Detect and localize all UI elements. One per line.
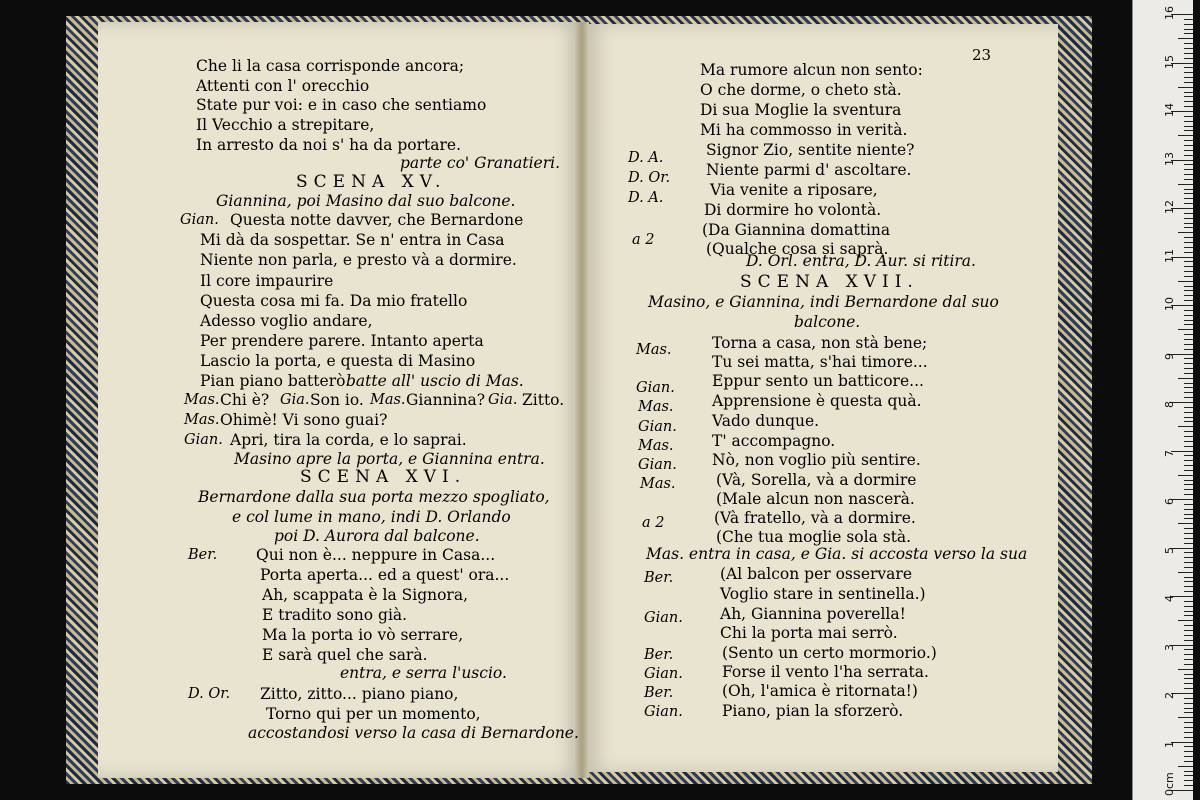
- ruler-tick: [1178, 184, 1193, 185]
- ruler-tick: [1184, 320, 1193, 321]
- ruler-tick: [1184, 737, 1193, 738]
- ruler-tick: [1184, 606, 1193, 607]
- ruler-tick: [1178, 426, 1193, 427]
- text-line: Zitto, zitto... piano piano,: [260, 685, 459, 703]
- ruler-tick: [1178, 38, 1193, 39]
- ruler-tick: [1184, 218, 1193, 219]
- ruler-tick: [1184, 19, 1193, 20]
- speaker-label: a 2: [642, 515, 665, 531]
- text-line: E tradito sono già.: [262, 606, 408, 624]
- ruler-tick: [1184, 334, 1193, 335]
- ruler-tick: [1184, 775, 1193, 776]
- text-line: (Che tua moglie sola stà.: [716, 528, 912, 546]
- ruler-tick: [1184, 121, 1193, 122]
- ruler-label: 10: [1163, 297, 1176, 311]
- ruler-tick: [1184, 465, 1193, 466]
- ruler-tick: [1184, 43, 1193, 44]
- ruler-tick: [1184, 591, 1193, 592]
- ruler-tick: [1184, 189, 1193, 190]
- ruler-tick: [1184, 625, 1193, 626]
- text-line: (Al balcon per osservare: [720, 565, 913, 583]
- text-line: Tu sei matta, s'hai timore...: [712, 353, 928, 371]
- ruler-tick: [1184, 455, 1193, 456]
- speaker-label: D. A.: [628, 150, 664, 166]
- ruler-tick: [1184, 421, 1193, 422]
- speaker-label: D. A.: [628, 190, 664, 206]
- ruler-tick: [1184, 223, 1193, 224]
- ruler-tick: [1184, 198, 1193, 199]
- text-line: Attenti con l' orecchio: [196, 77, 370, 95]
- text-line: O che dorme, o cheto stà.: [700, 81, 902, 99]
- ruler-tick: [1184, 417, 1193, 418]
- text-line: Che li la casa corrisponde ancora;: [196, 57, 465, 75]
- ruler-tick: [1184, 441, 1193, 442]
- measurement-ruler: [1132, 0, 1193, 800]
- speaker-label: Gia.: [488, 392, 518, 408]
- ruler-tick: [1184, 586, 1193, 587]
- text-line: (Và, Sorella, và a dormire: [716, 471, 917, 489]
- ruler-tick: [1184, 368, 1193, 369]
- text-line: T' accompagno.: [712, 432, 836, 450]
- ruler-tick: [1184, 344, 1193, 345]
- text-line: Via venite a riposare,: [710, 181, 878, 199]
- ruler-tick: [1184, 698, 1193, 699]
- speaker-label: a 2: [632, 232, 655, 248]
- text-line: (Sento un certo mormorio.): [722, 644, 937, 662]
- ruler-label: 14: [1163, 103, 1176, 117]
- ruler-tick: [1178, 669, 1193, 670]
- ruler-label: 3: [1163, 643, 1176, 651]
- speaker-label: Gian.: [184, 432, 223, 448]
- ruler-tick: [1184, 227, 1193, 228]
- text-line: State pur voi: e in caso che sentiamo: [196, 96, 487, 114]
- ruler-tick: [1184, 732, 1193, 733]
- ruler-tick: [1184, 339, 1193, 340]
- speaker-label: Mas.: [184, 412, 220, 428]
- speaker-label: Gia.: [280, 392, 310, 408]
- speaker-label: Gian.: [644, 610, 683, 626]
- text-line: Chi la porta mai serrò.: [720, 624, 898, 642]
- ruler-tick: [1184, 514, 1193, 515]
- ruler-tick: [1184, 349, 1193, 350]
- ruler-tick: [1184, 145, 1193, 146]
- ruler-tick: [1184, 727, 1193, 728]
- text-line: Niente non parla, e presto và a dormire.: [200, 251, 517, 269]
- ruler-tick: [1184, 247, 1193, 248]
- speaker-label: Ber.: [644, 647, 674, 663]
- ruler-tick: [1184, 261, 1193, 262]
- text-line: Eppur sento un batticore...: [712, 372, 924, 390]
- ruler-tick: [1184, 528, 1193, 529]
- ruler-tick: [1184, 581, 1193, 582]
- ruler-tick: [1184, 601, 1193, 602]
- text-line: D. Orl. entra, D. Aur. si ritira.: [746, 252, 976, 270]
- speaker-label: Gian.: [638, 457, 677, 473]
- text-line: parte co' Granatieri.: [400, 154, 561, 172]
- ruler-tick: [1184, 785, 1193, 786]
- ruler-label: 9: [1163, 352, 1176, 360]
- text-line: Giannina?: [406, 391, 486, 409]
- ruler-tick: [1184, 29, 1193, 30]
- ruler-tick: [1184, 67, 1193, 68]
- ruler-tick: [1178, 766, 1193, 767]
- ruler-tick: [1184, 179, 1193, 180]
- speaker-label: D. Or.: [188, 686, 231, 702]
- speaker-label: Ber.: [644, 570, 674, 586]
- ruler-tick: [1184, 174, 1193, 175]
- text-line: Il core impaurire: [200, 272, 334, 290]
- text-line: Il Vecchio a strepitare,: [196, 116, 375, 134]
- ruler-tick: [1184, 722, 1193, 723]
- ruler-label: 2: [1163, 692, 1176, 699]
- ruler-tick: [1178, 475, 1193, 476]
- ruler-label: 12: [1163, 200, 1176, 214]
- ruler-tick: [1184, 363, 1193, 364]
- text-line: Pian piano batterò.: [200, 372, 351, 390]
- ruler-tick: [1184, 106, 1193, 107]
- text-line: Masino, e Giannina, indi Bernardone dal suo: [648, 293, 999, 311]
- ruler-tick: [1184, 126, 1193, 127]
- ruler-tick: [1184, 751, 1193, 752]
- ruler-label: 5: [1163, 546, 1176, 554]
- ruler-tick: [1184, 771, 1193, 772]
- ruler-tick: [1184, 242, 1193, 243]
- ruler-tick: [1184, 397, 1193, 398]
- ruler-tick: [1184, 630, 1193, 631]
- ruler-tick: [1184, 504, 1193, 505]
- text-line: SCENA XVII.: [740, 272, 919, 292]
- text-line: (Oh, l'amica è ritornata!): [722, 682, 918, 700]
- speaker-label: Gian.: [180, 212, 219, 228]
- ruler-tick: [1184, 58, 1193, 59]
- ruler-tick: [1184, 315, 1193, 316]
- ruler-tick: [1184, 756, 1193, 757]
- ruler-tick: [1184, 470, 1193, 471]
- ruler-tick: [1184, 358, 1193, 359]
- ruler-tick: [1184, 640, 1193, 641]
- speaker-label: Gian.: [644, 704, 683, 720]
- text-line: Lascio la porta, e questa di Masino: [200, 352, 476, 370]
- text-line: In arresto da noi s' ha da portare.: [196, 136, 462, 154]
- ruler-tick: [1184, 538, 1193, 539]
- ruler-tick: [1184, 373, 1193, 374]
- ruler-tick: [1184, 484, 1193, 485]
- text-line: (Da Giannina domattina: [702, 221, 891, 239]
- ruler-tick: [1184, 436, 1193, 437]
- ruler-tick: [1184, 712, 1193, 713]
- ruler-label: 6: [1163, 498, 1176, 505]
- ruler-tick: [1184, 72, 1193, 73]
- text-line: entra, e serra l'uscio.: [340, 664, 507, 682]
- ruler-label: 8: [1163, 401, 1176, 408]
- text-line: Chi è?: [220, 391, 270, 409]
- ruler-tick: [1184, 708, 1193, 709]
- text-line: Qui non è... neppure in Casa...: [256, 546, 496, 564]
- ruler-tick: [1184, 703, 1193, 704]
- ruler-tick: [1184, 101, 1193, 102]
- text-line: Ah, Giannina poverella!: [720, 605, 906, 623]
- text-line: Mas. entra in casa, e Gia. si accosta verso la sua: [646, 545, 1028, 563]
- ruler-tick: [1184, 611, 1193, 612]
- ruler-tick: [1184, 155, 1193, 156]
- ruler-tick: [1184, 286, 1193, 287]
- text-line: Piano, pian la sforzerò.: [722, 702, 904, 720]
- text-line: Zitto.: [522, 391, 565, 409]
- text-line: accostandosi verso la casa di Bernardone.: [248, 724, 579, 742]
- speaker-label: D. Or.: [628, 170, 671, 186]
- ruler-tick: [1184, 271, 1193, 272]
- ruler-label: 13: [1163, 151, 1176, 166]
- text-line: Nò, non voglio più sentire.: [712, 451, 921, 469]
- ruler-tick: [1184, 678, 1193, 679]
- ruler-tick: [1184, 407, 1193, 408]
- speaker-label: Gian.: [636, 380, 675, 396]
- ruler-tick: [1184, 562, 1193, 563]
- speaker-label: Mas.: [636, 342, 672, 358]
- ruler-tick: [1184, 688, 1193, 689]
- text-line: SCENA XV.: [296, 172, 447, 192]
- ruler-tick: [1178, 135, 1193, 136]
- ruler-tick: [1184, 169, 1193, 170]
- speaker-label: Mas.: [184, 392, 220, 408]
- ruler-tick: [1184, 150, 1193, 151]
- text-line: E sarà quel che sarà.: [262, 646, 428, 664]
- ruler-tick: [1184, 53, 1193, 54]
- text-line: Mi ha commosso in verità.: [700, 121, 908, 139]
- text-line: Di sua Moglie la sventura: [700, 101, 902, 119]
- text-line: Giannina, poi Masino dal suo balcone.: [216, 192, 516, 210]
- ruler-tick: [1184, 635, 1193, 636]
- text-line: (Và fratello, và a dormire.: [714, 509, 916, 527]
- ruler-tick: [1178, 523, 1193, 524]
- ruler-tick: [1184, 664, 1193, 665]
- text-line: Forse il vento l'ha serrata.: [722, 663, 929, 681]
- ruler-tick: [1184, 140, 1193, 141]
- ruler-tick: [1184, 300, 1193, 301]
- text-line: Bernardone dalla sua porta mezzo spogliato,: [198, 488, 550, 506]
- ruler-tick: [1178, 281, 1193, 282]
- ruler-tick: [1178, 378, 1193, 379]
- ruler-tick: [1184, 130, 1193, 131]
- speaker-label: Mas.: [370, 392, 406, 408]
- ruler-tick: [1184, 761, 1193, 762]
- text-line: SCENA XVI.: [300, 467, 467, 487]
- text-line: Questa cosa mi fa. Da mio fratello: [200, 292, 468, 310]
- ruler-label: 1: [1163, 740, 1176, 748]
- text-line: Ah, scappata è la Signora,: [262, 586, 469, 604]
- ruler-tick: [1184, 213, 1193, 214]
- ruler-tick: [1184, 295, 1193, 296]
- ruler-label: 11: [1163, 248, 1176, 263]
- ruler-tick: [1184, 460, 1193, 461]
- ruler-tick: [1184, 480, 1193, 481]
- ruler-tick: [1184, 567, 1193, 568]
- text-line: Son io.: [310, 391, 364, 409]
- ruler-tick: [1184, 509, 1193, 510]
- text-line: balcone.: [794, 313, 861, 331]
- speaker-label: Gian.: [644, 666, 683, 682]
- ruler-tick: [1178, 329, 1193, 330]
- text-line: poi D. Aurora dal balcone.: [274, 527, 480, 545]
- ruler-label: 4: [1163, 595, 1176, 602]
- ruler-tick: [1178, 717, 1193, 718]
- ruler-tick: [1184, 518, 1193, 519]
- ruler-tick: [1184, 266, 1193, 267]
- ruler-tick: [1184, 324, 1193, 325]
- text-line: (Male alcun non nascerà.: [716, 490, 915, 508]
- text-line: batte all' uscio di Mas.: [346, 372, 524, 390]
- text-line: Ohimè! Vi sono guai?: [220, 411, 388, 429]
- ruler-label: 7: [1163, 449, 1176, 457]
- text-line: Porta aperta... ed a quest' ora...: [260, 566, 510, 584]
- text-line: Torno qui per un momento,: [266, 705, 481, 723]
- text-line: Niente parmi d' ascoltare.: [706, 161, 912, 179]
- speaker-label: Ber.: [644, 685, 674, 701]
- text-line: Voglio stare in sentinella.): [720, 585, 926, 603]
- ruler-tick: [1184, 543, 1193, 544]
- ruler-tick: [1184, 96, 1193, 97]
- ruler-label: 16: [1163, 6, 1176, 20]
- ruler-tick: [1178, 232, 1193, 233]
- ruler-tick: [1184, 552, 1193, 553]
- ruler-tick: [1184, 674, 1193, 675]
- ruler-tick: [1184, 24, 1193, 25]
- ruler-tick: [1184, 446, 1193, 447]
- ruler-tick: [1178, 620, 1193, 621]
- ruler-tick: [1184, 237, 1193, 238]
- ruler-tick: [1178, 87, 1193, 88]
- ruler-tick: [1178, 572, 1193, 573]
- ruler-tick: [1184, 116, 1193, 117]
- text-line: Questa notte davver, che Bernardone: [230, 211, 524, 229]
- book-spine-gutter: [575, 22, 589, 778]
- speaker-label: Mas.: [638, 399, 674, 415]
- ruler-tick: [1184, 392, 1193, 393]
- text-line: Di dormire ho volontà.: [704, 201, 882, 219]
- text-line: Apprensione è questa quà.: [712, 392, 922, 410]
- ruler-tick: [1184, 615, 1193, 616]
- ruler-tick: [1184, 82, 1193, 83]
- ruler-tick: [1184, 164, 1193, 165]
- speaker-label: Gian.: [638, 419, 677, 435]
- text-line: Signor Zio, sentite niente?: [706, 141, 915, 159]
- ruler-tick: [1184, 746, 1193, 747]
- ruler-label: 0cm: [1163, 772, 1176, 796]
- speaker-label: Mas.: [640, 476, 676, 492]
- ruler-tick: [1184, 557, 1193, 558]
- page-number: 23: [972, 46, 992, 64]
- text-line: Adesso voglio andare,: [200, 312, 373, 330]
- ruler-tick: [1184, 533, 1193, 534]
- text-line: Masino apre la porta, e Giannina entra.: [234, 450, 545, 468]
- ruler-tick: [1184, 310, 1193, 311]
- text-line: (Qualche cosa si saprà.: [706, 240, 889, 258]
- ruler-tick: [1184, 494, 1193, 495]
- ruler-tick: [1184, 92, 1193, 93]
- speaker-label: Ber.: [188, 547, 218, 563]
- text-line: Per prendere parere. Intanto aperta: [200, 332, 484, 350]
- speaker-label: Mas.: [638, 438, 674, 454]
- text-line: Mi dà da sospettar. Se n' entra in Casa: [200, 231, 505, 249]
- ruler-tick: [1184, 387, 1193, 388]
- ruler-tick: [1184, 276, 1193, 277]
- text-line: Torna a casa, non stà bene;: [712, 334, 928, 352]
- ruler-tick: [1184, 649, 1193, 650]
- ruler-tick: [1184, 780, 1193, 781]
- ruler-tick: [1184, 659, 1193, 660]
- text-line: Ma la porta io vò serrare,: [262, 626, 464, 644]
- ruler-tick: [1184, 431, 1193, 432]
- ruler-tick: [1184, 77, 1193, 78]
- ruler-tick: [1184, 412, 1193, 413]
- ruler-tick: [1184, 48, 1193, 49]
- ruler-tick: [1184, 252, 1193, 253]
- ruler-tick: [1184, 290, 1193, 291]
- ruler-tick: [1184, 33, 1193, 34]
- text-line: Vado dunque.: [712, 412, 820, 430]
- ruler-tick: [1184, 193, 1193, 194]
- ruler-tick: [1184, 683, 1193, 684]
- ruler-tick: [1184, 654, 1193, 655]
- text-line: Apri, tira la corda, e lo saprai.: [230, 431, 467, 449]
- ruler-label: 15: [1163, 54, 1176, 69]
- ruler-tick: [1184, 489, 1193, 490]
- ruler-tick: [1184, 203, 1193, 204]
- ruler-tick: [1184, 577, 1193, 578]
- ruler-tick: [1184, 383, 1193, 384]
- text-line: e col lume in mano, indi D. Orlando: [232, 508, 511, 526]
- text-line: Ma rumore alcun non sento:: [700, 61, 923, 79]
